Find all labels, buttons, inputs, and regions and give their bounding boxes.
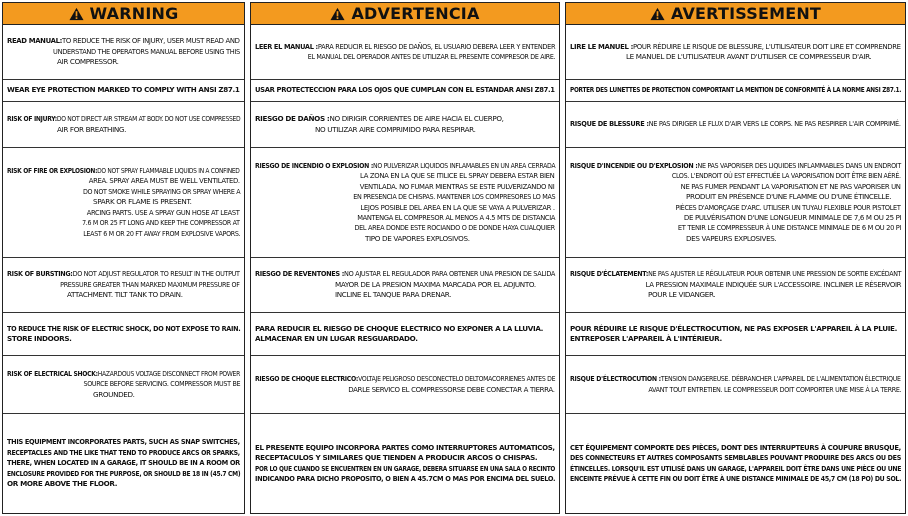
- label: RIESGO DE REVENTONES :: [255, 269, 345, 279]
- text: AIR COMPRESSOR.: [57, 57, 119, 67]
- text: CET ÉQUIPEMENT COMPORTE DES PIÈCES, DONT DES INTERRUPTEURS À COUPURE BRUSQUE,: [570, 442, 901, 452]
- text: CLOS. L'ENDROIT OÙ EST EFFECTUÉE LA VAPORISATION DOIT ÊTRE BIEN AÉRÉ.: [671, 171, 901, 181]
- text: PORTER DES LUNETTES DE PROTECTION COMPORTANT LA MENTION DE CONFORMITÉ À LA NORME ANSI Z87.1.: [570, 85, 902, 95]
- text: DEL AREA DONDE ESTE ROCIANDO O DE DONDE HAYA CUALQUIER: [354, 223, 555, 233]
- spanish-risk-of-bursting: [251, 258, 559, 313]
- english-risk-of-bursting: [3, 258, 244, 313]
- text: WEAR EYE PROTECTION MARKED TO COMPLY WITH ANSI Z87.1: [7, 85, 240, 95]
- french-header-title: AVERTISSEMENT: [670, 4, 822, 23]
- text: DES VAPEURS EXPLOSIVES.: [686, 233, 777, 243]
- label: RISK OF FIRE OR EXPLOSION:: [7, 166, 98, 176]
- spanish-risk-of-injury: [251, 102, 559, 148]
- spanish-warning-panel: [250, 2, 560, 514]
- text: PARA REDUCIR EL RIESGO DE DAÑOS, EL USUARIO DEBERA LEER Y ENTENDER: [317, 41, 556, 51]
- text: AREA. SPRAY AREA MUST BE WELL VENTILATED.: [88, 176, 240, 186]
- label: LEER EL MANUAL :: [255, 41, 318, 51]
- text: AVANT TOUT ENTRETIEN. LE COMPRESSEUR DOIT COMPORTER UNE MISE À LA TERRE.: [648, 384, 902, 394]
- english-risk-of-injury: [3, 102, 244, 148]
- text: POR LO QUE CUANDO SE ENCUENTREN EN UN GARAGE, DEBERA SITUARSE EN UNA SALA O RECINTO: [255, 463, 556, 473]
- text: AIR FOR BREATHING.: [57, 124, 127, 134]
- text: LA ZONA EN LA QUE SE ITILICE EL SPRAY DEBERA ESTAR BIEN: [360, 171, 555, 181]
- french-garage-notice: [566, 414, 905, 513]
- spanish-eye-protection: [251, 80, 559, 102]
- text: OR MORE ABOVE THE FLOOR.: [7, 479, 118, 489]
- text: VENTILADA. NO FUMAR MIENTRAS SE ESTE PULVERIZANDO NI: [359, 181, 555, 191]
- label: RISQUE DE BLESSURE :: [570, 119, 649, 129]
- spanish-header-title: ADVERTENCIA: [351, 4, 480, 23]
- text: DO NOT DIRECT AIR STREAM AT BODY. DO NOT USE COMPRESSED: [56, 114, 241, 124]
- text: NO UTILIZAR AIRE COMPRIMIDO PARA RESPIRAR.: [315, 124, 476, 134]
- french-eye-protection: [566, 80, 905, 102]
- text: LA PRESSION MAXIMALE INDIQUÉE SUR L'ACCESSOIRE. INCLINER LE RÉSERVOIR: [645, 279, 902, 289]
- label: RISK OF BURSTING:: [7, 269, 73, 279]
- english-read-manual: [3, 25, 244, 80]
- text: TO REDUCE THE RISK OF INJURY, USER MUST READ AND: [62, 36, 240, 46]
- text: NE PAS VAPORISER DES LIQUIDES INFLAMMABLES DANS UN ENDROIT: [697, 160, 901, 170]
- text: DO NOT SMOKE WHILE SPRAYING OR SPRAY WHERE A: [82, 186, 241, 196]
- french-header: [566, 3, 905, 25]
- text: ATTACHMENT. TILT TANK TO DRAIN.: [67, 290, 183, 300]
- text: TENSION DANGEREUSE. DÉBRANCHER L'APPAREIL DE L'ALIMENTATION ÉLECTRIQUE: [660, 374, 901, 384]
- french-risk-of-injury: [566, 102, 905, 148]
- warning-triangle-icon: [69, 7, 84, 21]
- english-electric-shock-notice: [3, 313, 244, 356]
- label: RISQUE D'INCENDIE OU D'EXPLOSION :: [570, 160, 698, 170]
- text: NO PULVERIZAR LIQUIDOS INFLAMABLES EN UN AREA CERRADA: [373, 160, 556, 170]
- text: PIÈCES D'AMORÇAGE D'ARC. UTILISER UN TUYAU FLEXIBLE POUR PISTOLET: [675, 202, 901, 212]
- text: LEJOS POSIBLE DEL AREA EN LA QUE SE VAYA A PULVERIZAR .: [360, 202, 555, 212]
- text: TIPO DE VAPORES EXPLOSIVOS.: [365, 233, 470, 243]
- text: LE MANUEL DE L'UTILISATEUR AVANT D'UTILISER CE COMPRESSEUR D'AIR.: [626, 52, 872, 61]
- label: RIESGO DE DAÑOS :: [255, 114, 330, 124]
- text: ENTREPOSER L'APPAREIL À L'INTÉRIEUR.: [570, 334, 722, 343]
- warning-triangle-icon: [330, 7, 345, 21]
- text: INDICANDO PARA DICHO PROPOSITO, O BIEN A 45.7CM O MAS POR ENCIMA DEL SUELO.: [255, 473, 556, 483]
- text: NO DIRIGIR CORRIENTES DE AIRE HACIA EL CUERPO,: [329, 114, 504, 124]
- label: RISK OF ELECTRICAL SHOCK:: [7, 368, 98, 378]
- spanish-electric-shock-notice: [251, 313, 559, 356]
- text: PARA REDUCIR EL RIESGO DE CHOQUE ELECTRICO NO EXPONER A LA LLUVIA.: [255, 323, 544, 333]
- text: NE PAS AJUSTER LE RÉGULATEUR POUR OBTENIR UNE PRESSION DE SORTIE EXCÉDANT: [648, 269, 902, 279]
- spanish-garage-notice: [251, 414, 559, 513]
- english-risk-of-fire: [3, 148, 244, 258]
- english-header: [3, 3, 244, 25]
- text: MANTENGA EL COMPRESOR AL MENOS A 4.5 MTS DE DISTANCIA: [357, 212, 556, 222]
- text: LEAST 6 M OR 20 FT AWAY FROM EXPLOSIVE VAPORS.: [83, 228, 241, 238]
- text: DES CONNECTEURS ET AUTRES COMPOSANTS SEMBLABLES POUVANT PRODUIRE DES ARCS OU DES: [570, 453, 901, 463]
- text: SPARK OR FLAME IS PRESENT.: [93, 197, 192, 207]
- text: POUR RÉDUIRE LE RISQUE DE BLESSURE, L'UTILISATEUR DOIT LIRE ET COMPRENDRE: [632, 41, 901, 51]
- text: UNDERSTAND THE OPERATORS MANUAL BEFORE USING THIS: [53, 46, 240, 56]
- text: DO NOT ADJUST REGULATOR TO RESULT IN THE OUTPUT: [72, 269, 240, 279]
- label: RIESGO DE CHOQUE ELECTRICO:: [255, 374, 359, 384]
- english-eye-protection: [3, 80, 244, 102]
- text: NE PAS DIRIGER LE FLUX D'AIR VERS LE CORPS. NE PAS RESPIRER L'AIR COMPRIMÉ.: [648, 119, 901, 129]
- text: RECEPTACULOS Y SIMILARES QUE TIENDEN A PRODUCIR ARCOS O CHISPAS.: [255, 453, 538, 463]
- english-risk-of-electrical-shock: [3, 356, 244, 414]
- english-warning-panel: [2, 2, 245, 514]
- text: RECEPTACLES AND THE LIKE THAT TEND TO PRODUCE ARCS OR SPARKS,: [7, 447, 240, 457]
- text: USAR PROTECTECCION PARA LOS OJOS QUE CUMPLAN CON EL ESTANDAR ANSI Z87.1: [255, 85, 555, 95]
- label: READ MANUAL:: [7, 36, 63, 46]
- text: THIS EQUIPMENT INCORPORATES PARTS, SUCH AS SNAP SWITCHES,: [7, 437, 240, 447]
- text: HAZARDOUS VOLTAGE DISCONNECT FROM POWER: [97, 368, 240, 378]
- label: RISK OF INJURY:: [7, 114, 57, 124]
- french-risk-of-fire: [566, 148, 905, 258]
- spanish-read-manual: [251, 25, 559, 80]
- text: EL MANUAL DEL OPERADOR ANTES DE UTILIZAR EL PRESENTE COMPRESOR DE AIRE.: [307, 52, 556, 61]
- text: TO REDUCE THE RISK OF ELECTRIC SHOCK, DO NOT EXPOSE TO RAIN.: [7, 323, 241, 333]
- label: RISQUE D'ÉCLATEMENT:: [570, 269, 649, 279]
- text: POUR RÉDUIRE LE RISQUE D'ÉLECTROCUTION, NE PAS EXPOSER L'APPAREIL À LA PLUIE.: [570, 323, 898, 333]
- french-risk-of-bursting: [566, 258, 905, 313]
- label: LIRE LE MANUEL :: [570, 41, 633, 51]
- label: RIESGO DE INCENDIO O EXPLOSION :: [255, 160, 374, 170]
- warning-triangle-icon: [650, 7, 665, 21]
- text: VOLTAJE PELIGROSO DESCONECTELO DELTOMACORRIENES ANTES DE: [358, 374, 556, 384]
- label: RISQUE D'ÉLECTROCUTION :: [570, 374, 661, 384]
- french-risk-of-electrical-shock: [566, 356, 905, 414]
- text: NO AJUSTAR EL REGULADOR PARA OBTENER UNA PRESION DE SALIDA: [344, 269, 556, 279]
- spanish-header: [251, 3, 559, 25]
- text: NE PAS FUMER PENDANT LA VAPORISATION ET NE PAS VAPORISER UN: [680, 181, 901, 191]
- text: PRESSURE GREATER THAN MARKED MAXIMUM PRESSURE OF: [60, 279, 240, 289]
- english-garage-notice: [3, 414, 244, 513]
- text: ENCLOSURE PROVIDED FOR THE PURPOSE, OR SHOULD BE 18 IN (45.7 CM): [7, 468, 241, 478]
- text: ENCEINTE PRÉVUE À CETTE FIN OU DOIT ÊTRE À UNE DISTANCE MINIMALE DE 45,7 CM (18 PO) DU SOL.: [570, 473, 902, 483]
- text: EN PRESENCIA DE CHISPAS. MANTENER LOS COMPRESORES LO MAS: [353, 192, 556, 202]
- text: ÉTINCELLES. LORSQU'IL EST UTILISÉ DANS UN GARAGE, L'APPAREIL DOIT ÊTRE DANS UNE PIÈCE OU UNE: [570, 463, 902, 473]
- text: ARCING PARTS. USE A SPRAY GUN HOSE AT LEAST: [86, 207, 240, 217]
- text: DE PULVÉRISATION D'UNE LONGUEUR MINIMALE DE 7,6 M OU 25 PI: [683, 212, 902, 222]
- text: ET TENIR LE COMPRESSEUR À UNE DISTANCE MINIMALE DE 6 M OU 20 PI: [677, 223, 902, 233]
- french-electric-shock-notice: [566, 313, 905, 356]
- text: SOURCE BEFORE SERVICING. COMPRESSOR MUST BE: [83, 379, 241, 389]
- spanish-risk-of-fire: [251, 148, 559, 258]
- text: DARLE SERVICO EL COMPRESSORSE DEBE CONECTAR A TIERRA.: [348, 384, 555, 394]
- text: DO NOT SPRAY FLAMMABLE LIQUIDS IN A CONFINED: [97, 166, 240, 176]
- english-header-title: WARNING: [89, 4, 179, 23]
- french-read-manual: [566, 25, 905, 80]
- text: STORE INDOORS.: [7, 334, 72, 343]
- text: ALMACENAR EN UN LUGAR RESGUARDADO.: [255, 334, 418, 343]
- text: 7.6 M OR 25 FT LONG AND KEEP THE COMPRESSOR AT: [82, 218, 240, 228]
- text: THERE, WHEN LOCATED IN A GARAGE, IT SHOULD BE IN A ROOM OR: [7, 458, 240, 468]
- spanish-risk-of-electrical-shock: [251, 356, 559, 414]
- text: INCLINE EL TANQUE PARA DRENAR.: [335, 290, 452, 300]
- text: GROUNDED.: [93, 389, 135, 399]
- text: EL PRESENTE EQUIPO INCORPORA PARTES COMO INTERRUPTORES AUTOMATICOS,: [255, 442, 555, 452]
- text: MAYOR DE LA PRESION MAXIMA MARCADA POR EL ADJUNTO.: [335, 279, 536, 289]
- text: PRODUIT EN PRÉSENCE D'UNE FLAMME OU D'UNE ÉTINCELLE.: [686, 192, 892, 202]
- text: POUR LE VIDANGER.: [648, 290, 716, 300]
- french-warning-panel: [565, 2, 906, 514]
